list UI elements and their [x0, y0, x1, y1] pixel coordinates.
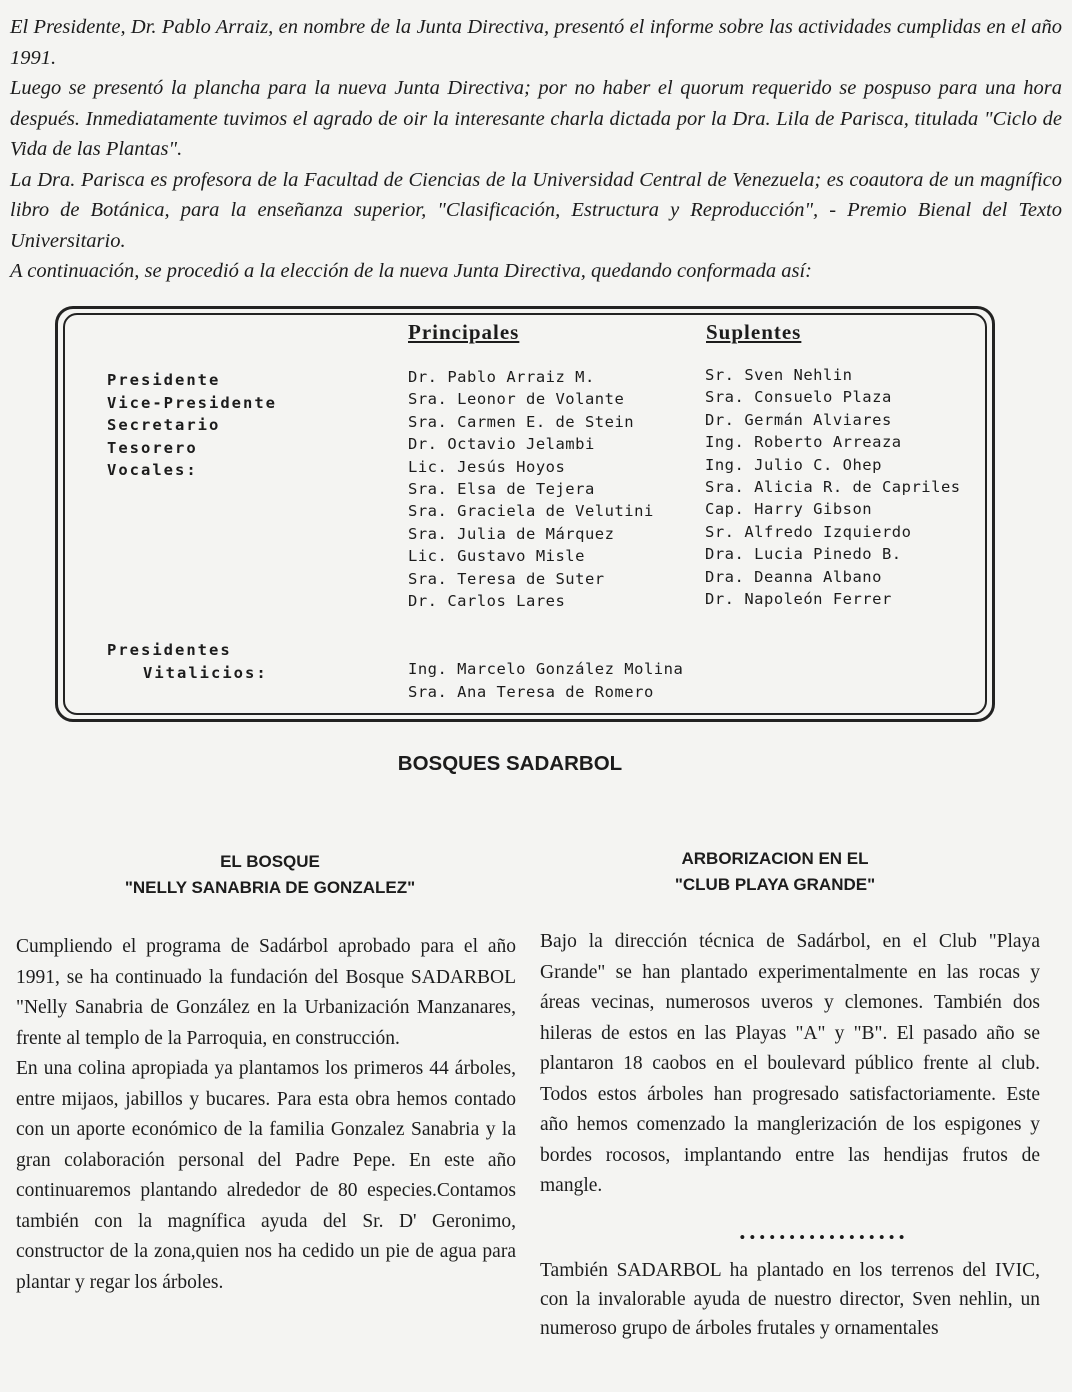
role-label: Vocales: [107, 461, 198, 479]
suplentes-header: Suplentes [706, 320, 802, 344]
intro-text [10, 12, 1062, 287]
suplente-name: Ing. Julio C. Ohep [705, 455, 882, 474]
vitalicios-list [408, 658, 683, 704]
principal-name: Sra. Carmen E. de Stein [408, 412, 635, 431]
principales-list [408, 366, 654, 612]
right-paragraph-1: Bajo la dirección técnica de Sadárbol, en el Club "Playa Grande" se han plantado experimentalmente en las rocas y áreas vecinas, numerosos uveros y clemones. También dos hileras de estos en las Playas "A" y "B". El pasado año se plantaron 18 caobos en el boulevard público frente al club. Todos estos árboles han progresado satisfactoriamente. Este año hemos comenzado la manglerización de los espigones y bordes rocosos, implantando entre las hendijas frutos de mangle. [540, 931, 1040, 1196]
vitalicio-name: Sra. Ana Teresa de Romero [408, 683, 654, 701]
role-label: Tesorero [107, 438, 198, 457]
suplente-name: Ing. Roberto Arreaza [705, 433, 902, 452]
vitalicios-label-line-2: Vitalicios: [143, 663, 268, 682]
suplente-name: Dra. Deanna Albano [705, 567, 882, 586]
right-column-text-2 [540, 1256, 1040, 1343]
principales-header: Principales [408, 320, 520, 344]
suplente-name: Sra. Alicia R. de Capriles [705, 477, 961, 496]
left-paragraph-2: En una colina apropiada ya plantamos los primeros 44 árboles, entre mijaos, jabillos y bucares. Para esta obra hemos contado con un aporte económico de la familia Gonzalez Sanabria y la gran colaboración personal del Padre Pepe. En este año continuaremos plantando alrededor de 80 especies.Contamos también con la magnífica ayuda del Sr. D' Geronimo, constructor de la zona,quien nos ha cedido un pie de agua para plantar y regar los árboles. [16, 1058, 516, 1293]
left-title-line-1: EL BOSQUE [220, 852, 320, 871]
principal-name: Sra. Leonor de Volante [408, 390, 625, 409]
vitalicios-label [107, 639, 268, 684]
role-label: Presidente [107, 371, 221, 389]
suplente-name: Dr. Germán Alviares [705, 410, 892, 429]
intro-paragraph-1: El Presidente, Dr. Pablo Arraiz, en nombre de la Junta Directiva, presentó el informe sobre las actividades cumplidas en el año 1991. [10, 16, 1062, 69]
right-paragraph-2: También SADARBOL ha plantado en los terrenos del IVIC, con la invalorable ayuda de nuestro director, Sven nehlin, un numeroso grupo de árboles frutales y ornamentales [540, 1260, 1040, 1339]
principal-name: Sra. Elsa de Tejera [408, 479, 595, 498]
principal-name: Lic. Jesús Hoyos [408, 457, 566, 476]
principal-name: Sra. Teresa de Suter [408, 569, 605, 588]
right-column-text [540, 927, 1040, 1202]
suplente-name: Sra. Consuelo Plaza [705, 388, 892, 407]
separator-dots: ••••••••••••••••• [739, 1228, 909, 1247]
suplente-name: Dra. Lucia Pinedo B. [705, 545, 902, 564]
role-label: Vice-Presidente [107, 393, 277, 412]
principal-name: Dr. Octavio Jelambi [408, 435, 595, 454]
vitalicio-name: Ing. Marcelo González Molina [408, 660, 684, 678]
intro-paragraph-3: La Dra. Parisca es profesora de la Facultad de Ciencias de la Universidad Central de Venezuela; es coautora de un magnífico libro de Botánica, para la enseñanza superior, "Clasificación, Estructura y Reproducción", - Premio Bienal del Texto Universitario. [10, 168, 1062, 252]
board-roles [107, 369, 277, 482]
principal-name: Sra. Julia de Márquez [408, 524, 615, 543]
suplente-name: Cap. Harry Gibson [705, 500, 873, 519]
role-label: Secretario [107, 416, 221, 434]
suplentes-list [705, 364, 961, 610]
left-column-text [16, 932, 516, 1298]
principal-name: Lic. Gustavo Misle [408, 547, 585, 566]
intro-paragraph-2: Luego se presentó la plancha para la nueva Junta Directiva; por no haber el quorum requerido se pospuso para una hora después. Inmediatamente tuvimos el agrado de oir la interesante charla dictada por la Dra. Lila de Parisca, titulada "Ciclo de Vida de las Plantas". [10, 77, 1062, 160]
suplente-name: Dr. Napoleón Ferrer [705, 589, 892, 608]
section-title: BOSQUES SADARBOL [397, 752, 623, 775]
left-column-title [70, 849, 470, 901]
left-paragraph-1: Cumpliendo el programa de Sadárbol aprobado para el año 1991, se ha continuado la fundación del Bosque SADARBOL "Nelly Sanabria de González en la Urbanización Manzanares, frente al templo de la Parroquia, en construcción. [16, 936, 516, 1049]
suplente-name: Sr. Alfredo Izquierdo [705, 522, 912, 541]
right-column-title [570, 846, 980, 898]
left-title-line-2: "NELLY SANABRIA DE GONZALEZ" [124, 878, 416, 897]
intro-paragraph-4: A continuación, se procedió a la elección de la nueva Junta Directiva, quedando conformada así: [10, 260, 812, 282]
vitalicios-label-line-1: Presidentes [107, 641, 232, 659]
right-title-line-2: "CLUB PLAYA GRANDE" [674, 875, 876, 894]
principal-name: Dr. Pablo Arraiz M. [408, 368, 595, 386]
principal-name: Dr. Carlos Lares [408, 591, 566, 610]
principal-name: Sra. Graciela de Velutini [408, 502, 654, 521]
suplente-name: Sr. Sven Nehlin [705, 366, 853, 384]
right-title-line-1: ARBORIZACION EN EL [681, 849, 869, 868]
